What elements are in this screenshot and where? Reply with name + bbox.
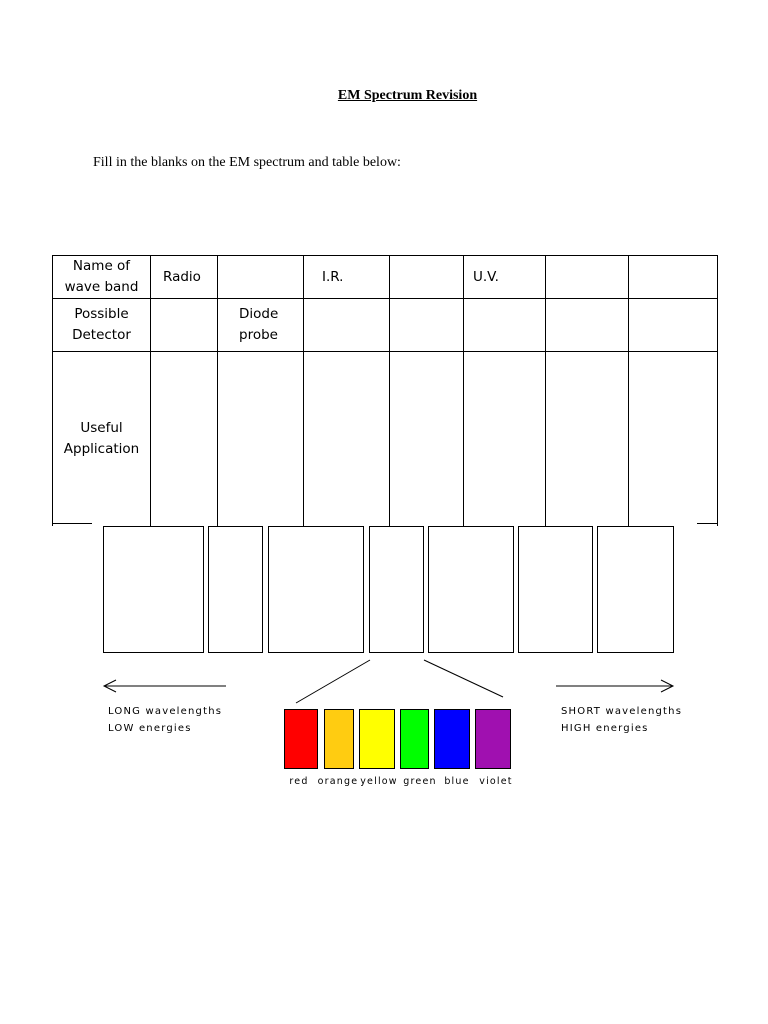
page-title: EM Spectrum Revision bbox=[337, 88, 478, 103]
swatch-yellow bbox=[359, 709, 395, 769]
colour-label-violet: violet bbox=[479, 776, 513, 787]
swatch-green bbox=[400, 709, 429, 769]
cell-detector-2[interactable]: Diode probe bbox=[218, 299, 304, 352]
visible-zoom-line-left bbox=[296, 660, 370, 703]
colour-label-orange: orange bbox=[317, 776, 359, 787]
swatch-orange bbox=[324, 709, 354, 769]
visible-zoom-line-right bbox=[424, 660, 503, 697]
colour-label-yellow: yellow bbox=[360, 776, 398, 787]
colour-label-blue: blue bbox=[444, 776, 470, 787]
header-possible-detector: Possible Detector bbox=[53, 299, 151, 352]
colour-label-red: red bbox=[289, 776, 309, 787]
instructions: Fill in the blanks on the EM spectrum and table below: bbox=[93, 155, 401, 170]
swatch-violet bbox=[475, 709, 511, 769]
header-useful-application: Useful Application bbox=[53, 352, 151, 526]
cell-wave-band-3[interactable]: I.R. bbox=[304, 256, 390, 299]
swatch-red bbox=[284, 709, 318, 769]
swatch-blue bbox=[434, 709, 470, 769]
short-wavelength-label: SHORT wavelengths HIGH energies bbox=[561, 706, 683, 734]
cell-wave-band-5[interactable]: U.V. bbox=[464, 256, 546, 299]
colour-label-green: green bbox=[403, 776, 437, 787]
header-name-of-wave-band: Name of wave band bbox=[53, 256, 151, 299]
long-wavelength-label: LONG wavelengths LOW energies bbox=[108, 706, 223, 734]
cell-wave-band-1[interactable]: Radio bbox=[151, 256, 218, 299]
